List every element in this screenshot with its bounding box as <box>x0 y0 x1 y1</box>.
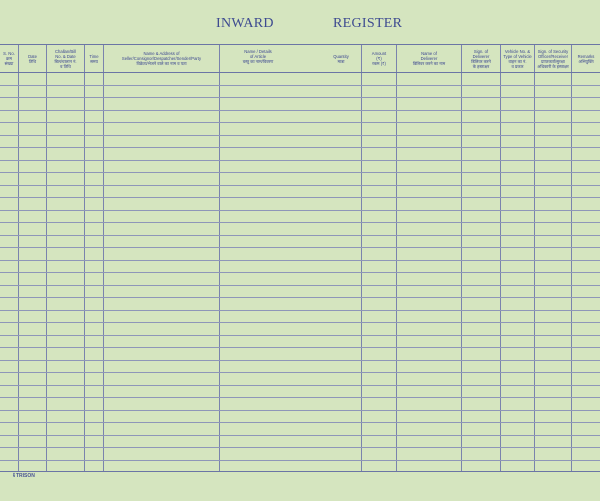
header-text: Sign. of <box>473 48 489 54</box>
header-text: तिथि <box>28 58 37 64</box>
row-rule <box>0 135 600 136</box>
title-register: REGISTER <box>333 16 403 31</box>
header-text: Name & Address of <box>143 51 180 56</box>
header-text: Sign. of Security <box>537 48 569 54</box>
row-rule <box>0 172 600 173</box>
header-text: बिल/चालान नं. <box>54 58 77 64</box>
register-title <box>0 16 600 36</box>
row-rule <box>0 247 600 248</box>
header-text: के हस्ताक्षर <box>472 63 490 69</box>
header-seller <box>104 45 219 72</box>
row-rule <box>0 447 600 448</box>
row-rule <box>0 397 600 398</box>
row-rule <box>0 372 600 373</box>
header-text: of Article <box>249 54 267 59</box>
header-text: समय <box>90 58 98 64</box>
column-divider <box>461 44 462 472</box>
row-rule <box>0 422 600 423</box>
header-text: डिलिवर करने का नाम <box>412 61 446 66</box>
header-text: वाहन का नं. <box>508 58 527 64</box>
column-divider <box>534 44 535 472</box>
row-rule <box>0 385 600 386</box>
header-text: Vehicle No. & <box>504 48 531 54</box>
header-text: प्राप्तकर्ता/सुरक्षा <box>541 58 565 64</box>
row-rule <box>0 460 600 461</box>
row-rule <box>0 235 600 236</box>
header-security <box>535 45 571 72</box>
header-text: Name / Details <box>244 49 272 54</box>
column-divider <box>571 44 572 472</box>
header-text: विक्रेता/भेजने वाले का नाम व पता <box>136 61 187 66</box>
column-divider <box>500 44 501 472</box>
column-divider <box>84 44 85 472</box>
header-challan <box>47 45 84 72</box>
header-quantity <box>322 45 360 72</box>
header-text: (₹) <box>376 56 382 61</box>
row-rule <box>0 72 600 73</box>
row-rule <box>0 222 600 223</box>
row-rule <box>0 410 600 411</box>
row-rule <box>0 285 600 286</box>
header-text: अधिकारी के हस्ताक्षर <box>537 63 569 69</box>
row-rule <box>0 347 600 348</box>
header-remarks <box>572 45 600 72</box>
row-rule <box>0 435 600 436</box>
column-divider <box>361 44 362 472</box>
row-rule <box>0 122 600 123</box>
row-rule <box>0 210 600 211</box>
row-rule <box>0 335 600 336</box>
header-article <box>220 43 296 70</box>
row-rule <box>0 44 600 45</box>
row-rule <box>0 360 600 361</box>
header-text: क्रम <box>6 56 12 61</box>
row-rule <box>0 85 600 86</box>
header-text: Seller/Consignor/Despatcher/Sender/Party <box>121 56 202 61</box>
header-text: डिलिवर करने <box>471 58 491 64</box>
header-deliverer <box>397 45 461 72</box>
header-text: Time <box>89 53 99 59</box>
row-rule <box>0 97 600 98</box>
header-sno <box>0 45 18 72</box>
header-text: संख्या <box>4 61 14 66</box>
header-text: व तिथि <box>60 63 71 69</box>
row-rule <box>0 110 600 111</box>
brand-name: TRISON <box>16 473 35 479</box>
header-text: S. No. <box>3 51 15 56</box>
header-amount <box>362 45 396 72</box>
header-vehicle <box>501 45 534 72</box>
header-text: Deliverer <box>420 56 438 61</box>
header-text: वस्तु का नाम/विवरण <box>242 59 274 64</box>
header-text: Name of <box>421 51 437 56</box>
header-text: मात्रा <box>337 58 345 64</box>
header-text: Type of Vehicle <box>503 53 532 59</box>
header-date <box>19 45 46 72</box>
register-table <box>0 44 600 472</box>
header-text: Remarks <box>577 53 595 59</box>
column-divider <box>103 44 104 472</box>
header-text: रकम (₹) <box>372 61 386 66</box>
header-text: Officer/Receiver <box>538 53 568 59</box>
header-text: Deliverer <box>472 53 490 59</box>
row-rule <box>0 272 600 273</box>
header-text: Date <box>28 53 37 59</box>
trison-logo-icon: ŧ <box>13 473 15 479</box>
header-sign-deliverer <box>462 45 500 72</box>
header-text: व प्रकार <box>511 63 524 69</box>
column-divider <box>46 44 47 472</box>
row-rule <box>0 297 600 298</box>
row-rule <box>0 310 600 311</box>
column-divider <box>18 44 19 472</box>
header-text: अभियुक्ति <box>578 58 594 64</box>
row-rule <box>0 322 600 323</box>
header-text: Amount <box>371 51 387 56</box>
row-rule <box>0 260 600 261</box>
row-rule <box>0 185 600 186</box>
column-divider <box>219 44 220 472</box>
row-rule <box>0 160 600 161</box>
row-rule <box>0 147 600 148</box>
title-inward: INWARD <box>216 16 274 31</box>
header-text: Challan/Bill <box>55 48 76 54</box>
row-rule <box>0 197 600 198</box>
column-divider <box>396 44 397 472</box>
row-rule <box>0 471 600 472</box>
brand-logo <box>13 473 35 479</box>
header-time <box>85 45 103 72</box>
header-text: Quantity <box>333 53 349 59</box>
header-text: No. & Date <box>55 53 76 59</box>
